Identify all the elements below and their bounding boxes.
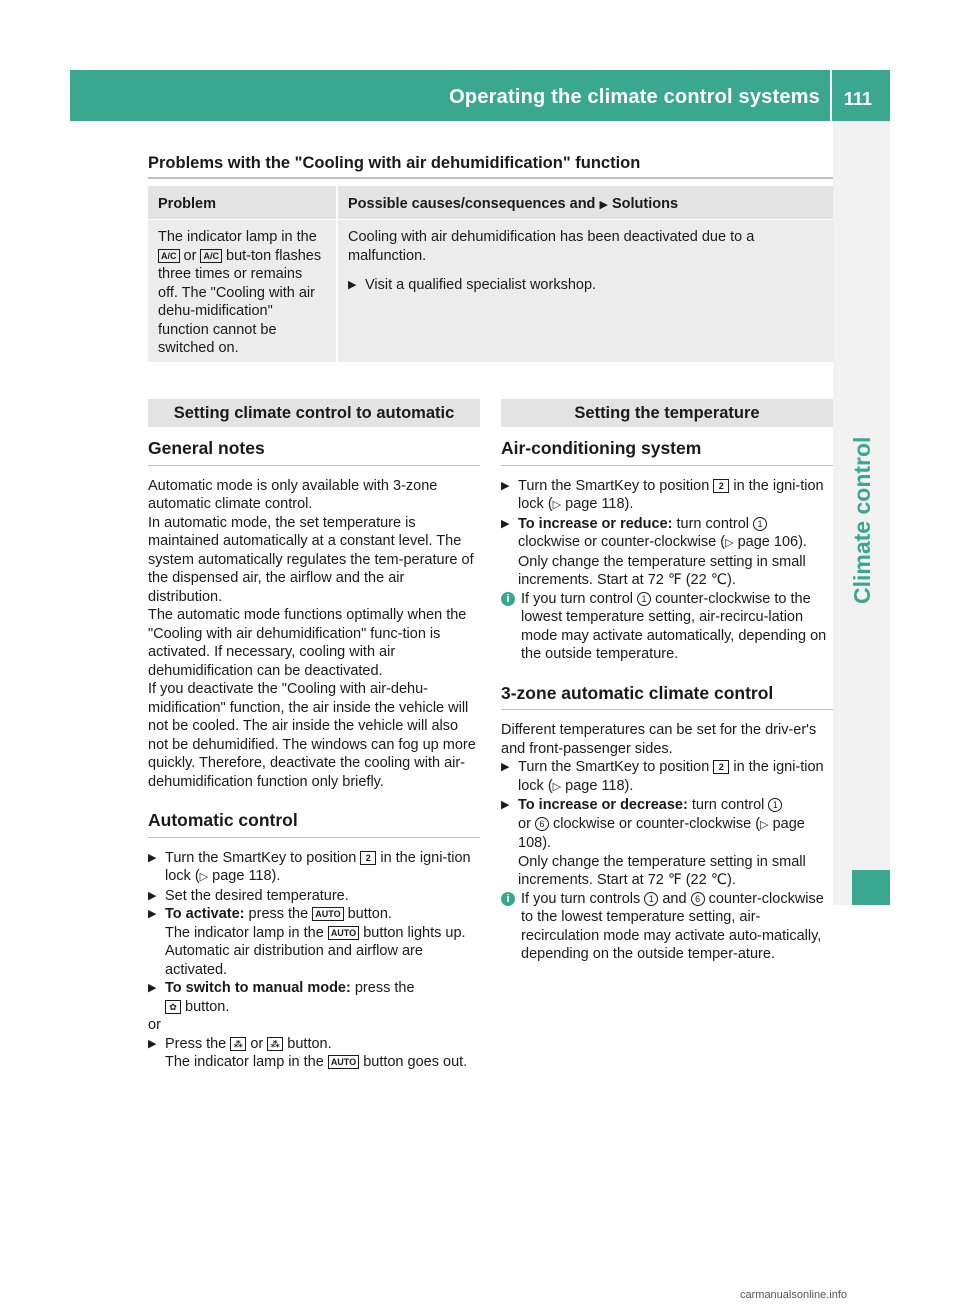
step-text-a: Turn the SmartKey to position [165, 849, 357, 866]
step-arrow-icon: ▶ [501, 761, 510, 773]
step-fan [148, 1035, 480, 1072]
causes-label: Possible causes/consequences and [348, 196, 596, 212]
fan-up-button-icon: ⁂ [267, 1037, 283, 1051]
page-ref: page 106). [737, 534, 807, 550]
zone3-p1: Different temperatures can be set for the driv-er's and front-passenger sides. [501, 722, 817, 757]
step-text-a: turn control [676, 515, 750, 532]
section-title-temperature: Setting the temperature [501, 399, 833, 427]
step-arrow-icon: ▶ [148, 982, 157, 994]
air-distribution-button-icon: ✿ [165, 1000, 181, 1014]
page-ref-icon: ▷ [760, 818, 769, 831]
or-text: or [148, 1017, 161, 1033]
auto-button-icon: AUTO [328, 926, 359, 940]
ac-system-title: Air-conditioning system [501, 439, 833, 466]
step-note: Only change the temperature setting in small increments. Start at 72 ℉ (22 ℃). [518, 553, 806, 588]
step-text-a: Turn the SmartKey to position [518, 759, 710, 775]
info-note [501, 590, 833, 664]
info-text-a: If you turn control [521, 590, 634, 607]
problems-table [148, 186, 833, 362]
step-arrow-icon: ▶ [148, 851, 157, 864]
step-text-a: turn control [691, 797, 765, 813]
step-adjust [501, 515, 833, 590]
control-1-icon: 1 [637, 592, 651, 606]
step-arrow-icon: ▶ [501, 799, 510, 811]
column-header-problem: Problem [148, 186, 336, 219]
general-notes-title: General notes [148, 439, 480, 466]
solution-arrow-icon: ▶ [599, 199, 608, 211]
step-text [165, 1035, 467, 1072]
step-manual [148, 979, 480, 1016]
ac-rest-button-icon: A/C [200, 249, 222, 263]
left-column [148, 399, 480, 1072]
step-label: To increase or decrease: [518, 797, 688, 813]
auto-button-icon: AUTO [312, 907, 343, 921]
info-text-b: counter-clockwise to the lowest temperature setting, air-recircu-lation mode may activate automatically, depending on the outside temperature. [521, 590, 827, 662]
step-text-b: button. [347, 906, 392, 922]
step-text-b: clockwise or counter-clockwise ( [518, 534, 726, 550]
auto-button-icon: AUTO [328, 1055, 359, 1069]
column-header-causes [338, 186, 833, 219]
info-text-b: counter-clockwise to the lowest temperature setting, air-recirculation mode may activate auto-matically, depending on the outside temper-ature. [521, 890, 824, 962]
step-text-a: Turn the SmartKey to position [518, 477, 710, 494]
page-header [70, 70, 890, 121]
fan-down-button-icon: ⁂ [230, 1037, 246, 1051]
control-1-icon: 1 [753, 517, 767, 531]
step-smartkey [501, 477, 833, 515]
control-1-icon: 1 [768, 798, 782, 812]
page-ref-icon: ▷ [552, 780, 562, 793]
step-label: To switch to manual mode: [165, 980, 351, 996]
side-tab-label: Climate control [849, 436, 875, 604]
position-2-icon: 2 [713, 479, 729, 493]
page-ref: page 118). [212, 868, 281, 884]
page-ref-icon: ▷ [552, 499, 562, 511]
step-arrow-icon: ▶ [501, 479, 510, 492]
info-icon: i [501, 592, 515, 606]
header-separator [830, 70, 832, 121]
table-row [148, 220, 833, 362]
step-text-b: in the igni-tion lock ( [518, 759, 824, 794]
step-text-c: The indicator lamp in the [165, 1054, 324, 1070]
zone3-title: 3-zone automatic climate control [501, 684, 833, 711]
general-notes-p1: Automatic mode is only available with 3-zone automatic climate control. [148, 477, 438, 512]
header-title: Operating the climate control systems [449, 86, 820, 108]
step-text-b: button. [287, 1035, 332, 1052]
step-arrow-icon: ▶ [148, 889, 157, 902]
general-notes-p2: In automatic mode, the set temperature is maintained automatically at a constant level. The system automatically regulates the tem-perature of the dispensed air, the airflow and the air distribution. [148, 514, 474, 605]
step-smartkey [501, 758, 833, 796]
section-title-automatic: Setting climate control to automatic [148, 399, 480, 427]
step-adjust [501, 796, 833, 890]
page-number: 111 [844, 89, 873, 109]
page-ref-icon: ▷ [199, 871, 209, 883]
step-text: Set the desired temperature. [165, 887, 349, 904]
watermark: carmanualsonline.info [740, 1289, 848, 1301]
step-smartkey [148, 849, 480, 887]
control-1-icon: 1 [644, 892, 658, 906]
general-notes-p3: The automatic mode functions optimally when the "Cooling with air dehumidification" func-tion is activated. If necessary, cooling with air dehumidification can be deactivated. [148, 607, 467, 679]
step-text-b: in the igni-tion lock ( [165, 849, 471, 884]
step-text-c: The indicator lamp in the [165, 924, 324, 941]
info-and: and [662, 890, 687, 907]
step-text-b: clockwise or counter-clockwise ( [552, 815, 761, 832]
step-or: or [250, 1035, 264, 1052]
step-text-d: button lights up. Automatic air distribution and airflow are activated. [165, 924, 466, 978]
solutions-label: Solutions [611, 196, 679, 212]
page-ref-icon: ▷ [725, 537, 734, 549]
step-note: Only change the temperature setting in small increments. Start at 72 ℉ (22 ℃). [518, 853, 806, 888]
problem-or: or [183, 247, 197, 264]
solution-step [348, 276, 823, 295]
cause-cell [338, 220, 833, 362]
side-tab-marker [852, 870, 890, 905]
info-text [521, 890, 833, 964]
automatic-control-title: Automatic control [148, 811, 480, 838]
info-icon: i [501, 892, 515, 906]
position-2-icon: 2 [360, 851, 376, 865]
step-text [518, 796, 833, 890]
info-note [501, 890, 833, 964]
step-temperature [148, 887, 480, 906]
side-tab-lower [833, 905, 890, 1302]
step-arrow-icon: ▶ [501, 517, 510, 530]
step-activate [148, 905, 480, 979]
solution-text: Visit a qualified specialist workshop. [365, 277, 597, 293]
step-text-b: button. [185, 998, 230, 1015]
step-or: or [518, 815, 531, 832]
step-text [518, 515, 833, 590]
control-6-icon: 6 [535, 817, 549, 831]
step-text [518, 477, 833, 515]
step-arrow-icon: ▶ [148, 1037, 157, 1050]
page-ref: page 118). [565, 496, 634, 512]
step-text [165, 905, 480, 979]
problem-text-b: but-ton flashes three times or remains off. The "Cooling with air dehu-midification" function cannot be switched on. [158, 247, 322, 356]
general-notes-p4: If you deactivate the "Cooling with air-dehu-midification" function, the air inside the vehicle will not be cooled. The air inside the vehicle will also not be dehumidified. The windows can fog up more quickly. Therefore, deactivate the cooling with air-dehumidification function only briefly. [148, 681, 476, 790]
problems-heading: Problems with the "Cooling with air dehumidification" function [148, 154, 641, 172]
cause-text: Cooling with air dehumidification has been deactivated due to a malfunction. [348, 229, 755, 264]
step-text-d: button goes out. [363, 1054, 468, 1070]
step-text-a: Press the [165, 1035, 227, 1052]
step-text [518, 758, 833, 796]
step-text [165, 979, 415, 1016]
problem-text-a: The indicator lamp in the [158, 229, 317, 245]
page-ref: page 118). [565, 777, 634, 794]
right-column [501, 399, 833, 964]
heading-rule [148, 177, 833, 179]
step-text-a: press the [354, 980, 415, 996]
table-header-row [148, 186, 833, 219]
step-label: To increase or reduce: [518, 515, 673, 532]
position-2-icon: 2 [713, 760, 729, 774]
page-ref: page 108). [518, 815, 805, 851]
step-text-a: press the [248, 906, 309, 922]
step-text [165, 849, 480, 887]
info-text [521, 590, 833, 664]
control-6-icon: 6 [691, 892, 705, 906]
step-label: To activate: [165, 906, 245, 922]
step-text-b: in the igni-tion lock ( [518, 477, 824, 512]
step-arrow-icon: ▶ [148, 908, 157, 920]
step-arrow-icon: ▶ [348, 279, 357, 291]
info-text-a: If you turn controls [521, 890, 641, 907]
problem-cell [148, 220, 336, 362]
ac-button-icon: A/C [158, 249, 180, 263]
